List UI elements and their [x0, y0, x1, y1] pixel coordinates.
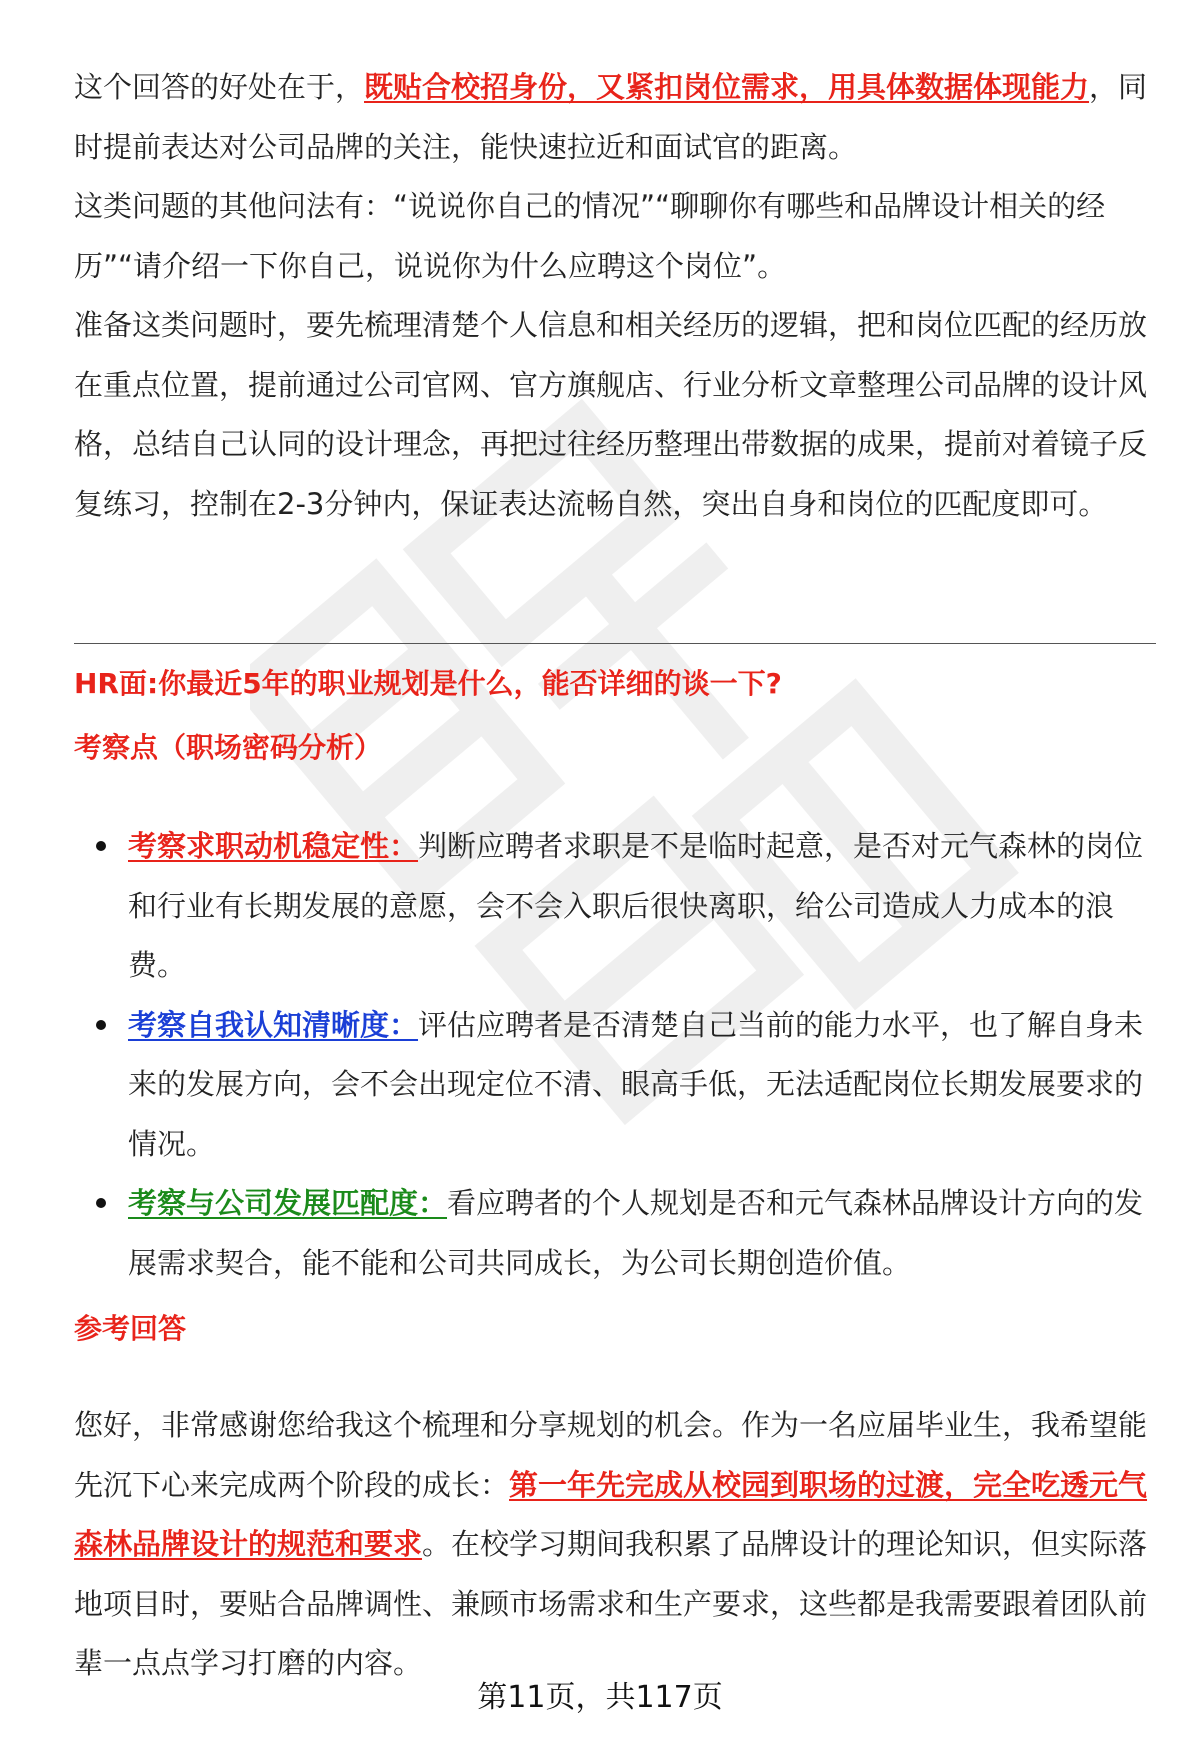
intro-block — [74, 58, 1156, 534]
point-text: 评估应聘者是否清楚自己当前的能力水平，也了解自身未来的发展方向，会不会出现定位不清、眼高手低，无法适配岗位长期发展要求的情况。 — [128, 1007, 1144, 1161]
analysis-list — [74, 817, 1156, 1293]
point-label: 考察与公司发展匹配度： — [128, 1186, 448, 1220]
bullet-dot-icon — [96, 1020, 106, 1030]
answer-paragraph — [74, 1396, 1156, 1694]
intro-paragraph-2 — [74, 177, 1156, 296]
point-label: 考察自我认知清晰度： — [128, 1007, 419, 1042]
analysis-heading: 考察点（职场密码分析） — [74, 731, 383, 764]
point-text: 判断应聘者求职是不是临时起意，是否对元气森林的岗位和行业有长期发展的意愿，会不会入职后很快离职，给公司造成人力成本的浪费。 — [128, 829, 1144, 982]
intro-paragraph-3 — [74, 296, 1156, 534]
analysis-heading-block — [74, 728, 1156, 768]
intro-highlight: 既贴合校招身份，又紧扣岗位需求，用具体数据体现能力 — [364, 70, 1090, 104]
answer-block — [74, 1396, 1156, 1694]
intro-text: 这个回答的好处在于， — [74, 70, 365, 104]
section-divider — [74, 643, 1156, 644]
page-number: 第11页，共117页 — [477, 1680, 723, 1715]
intro-text-cont: ，同时提前表达对公司品牌的关注，能快速拉近和面试官的距离。 — [74, 70, 1148, 164]
prep-advice-text: 准备这类问题时，要先梳理清楚个人信息和相关经历的逻辑，把和岗位匹配的经历放在重点位置，提前通过公司官网、官方旗舰店、行业分析文章整理公司品牌的设计风格，总结自己认同的设计理念，再把过往经历整理出带数据的成果，提前对着镜子反复练习，控制在2-3分钟内，保证表达流畅自然，突出自身和岗位的匹配度即可。 — [74, 308, 1148, 521]
answer-text: 您好，非常感谢您给我这个梳理和分享规划的机会。作为一名应届毕业生，我希望能先沉下心来完成两个阶段的成长： — [74, 1408, 1148, 1502]
bullet-dot-icon — [96, 841, 106, 851]
answer-heading-block — [74, 1309, 1156, 1349]
intro-paragraph-1 — [74, 58, 1156, 177]
list-item — [74, 996, 1156, 1175]
answer-heading: 参考回答 — [74, 1312, 187, 1345]
alt-phrasings-text: 这类问题的其他问法有：“说说你自己的情况”“聊聊你有哪些和品牌设计相关的经历”“请介绍一下你自己，说说你为什么应聘这个岗位”。 — [74, 189, 1106, 283]
list-item — [74, 817, 1156, 996]
answer-highlight: 第一年先完成从校园到职场的过渡，完全吃透元气森林品牌设计的规范和要求 — [74, 1467, 1148, 1561]
list-item — [74, 1174, 1156, 1293]
point-label: 考察求职动机稳定性： — [128, 829, 419, 863]
question-heading-block — [74, 664, 1156, 704]
bullet-dot-icon — [96, 1198, 106, 1208]
point-text: 看应聘者的个人规划是否和元气森林品牌设计方向的发展需求契合，能不能和公司共同成长，为公司长期创造价值。 — [128, 1186, 1144, 1280]
question-title: HR面:你最近5年的职业规划是什么，能否详细的谈一下? — [74, 667, 782, 700]
answer-text-cont: 。在校学习期间我积累了品牌设计的理论知识，但实际落地项目时，要贴合品牌调性、兼顾市场需求和生产要求，这些都是我需要跟着团队前辈一点点学习打磨的内容。 — [74, 1527, 1148, 1680]
